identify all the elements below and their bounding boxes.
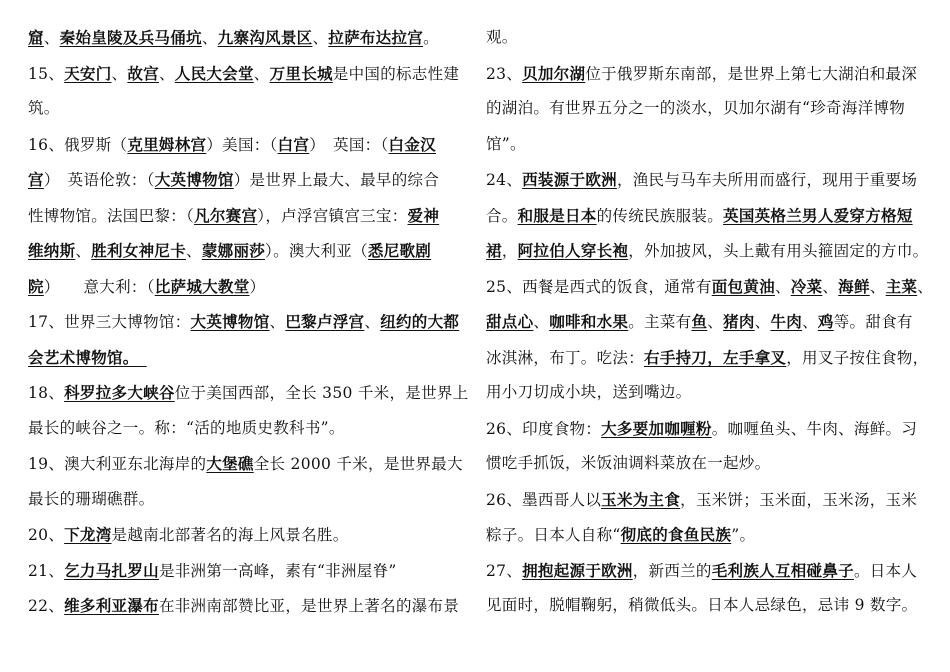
underlined-term: 院 (28, 276, 44, 296)
text-line (486, 91, 905, 126)
text-run: ，玉米饼；玉米面，玉米汤，玉米 (680, 490, 918, 509)
text-line (486, 304, 913, 339)
underlined-term: 大多要加咖喱粉 (601, 418, 712, 438)
underlined-term: 凡尔赛宫 (194, 205, 258, 225)
text-run: 、 (364, 313, 381, 331)
text-line (28, 162, 439, 197)
text-line (486, 517, 755, 552)
text-line (486, 198, 913, 233)
text-run: ），卢浮宫镇宫三宝： (257, 206, 408, 225)
underlined-term: 爱神 (407, 205, 440, 225)
text-run: 等。甜食有 (833, 313, 913, 331)
text-run: 20、 (28, 526, 65, 544)
text-run: 用小刀切成小块，送到嘴边。 (486, 383, 692, 401)
text-run: 24、 (486, 171, 523, 189)
text-run: 见面时，脱帽鞠躬，稍微低头。日本人忌绿色，忌讳 9 数字。 (486, 596, 918, 614)
text-run: 、 (802, 313, 818, 331)
text-run: ）。澳大利亚（ (265, 242, 368, 260)
text-run: 、 (111, 64, 128, 83)
underlined-term: 冷菜 (790, 276, 823, 296)
text-run: 、 (253, 64, 270, 83)
underlined-term: 比萨城大教堂 (154, 276, 250, 296)
underlined-term: 鱼 (691, 312, 708, 331)
text-run: 是非洲第一高峰，素有“非洲屋脊” (158, 561, 397, 580)
underlined-term: 咖啡和水果 (549, 312, 629, 331)
text-run: 、 (869, 277, 886, 296)
text-run: 、 (75, 242, 92, 260)
text-run: 性博物馆。法国巴黎：（ (28, 206, 195, 225)
text-run: 16、俄罗斯（ (28, 135, 128, 154)
text-line (28, 198, 439, 233)
text-line (486, 340, 928, 375)
text-run: 23、 (486, 64, 523, 83)
text-run: 位于美国西部，全长 350 千米，是世界上 (174, 384, 469, 402)
text-run: 19、澳大利亚东北海岸的 (28, 455, 207, 473)
text-run: 、 (917, 277, 934, 296)
text-run: ，新西兰的 (632, 561, 712, 580)
text-run: 22、 (28, 597, 65, 615)
text-line (28, 340, 147, 375)
text-run: 27、 (486, 561, 523, 580)
underlined-term: 宫 (28, 170, 44, 189)
text-line (486, 127, 526, 162)
text-run: 是越南北部著名的海上风景名胜。 (111, 526, 349, 544)
text-run: 、 (43, 29, 60, 47)
text-run: 是中国的标志性建 (332, 64, 460, 83)
underlined-term: 大英博物馆 (154, 170, 234, 189)
underlined-term: 故宫 (127, 63, 159, 83)
text-line (28, 91, 60, 126)
text-run: 最长的珊瑚礁群。 (28, 489, 155, 508)
underlined-term: 甜点心 (486, 312, 534, 331)
underlined-term: 克里姆林宫 (127, 134, 207, 154)
text-run: 26、墨西哥人以 (486, 490, 602, 509)
underlined-term: 鸡 (817, 312, 834, 331)
underlined-term: 裙 (486, 241, 502, 260)
text-run: ）是世界上最大、最早的综合 (233, 171, 440, 189)
underlined-term: 彻底的食鱼民族 (620, 525, 732, 544)
text-line (28, 304, 459, 339)
text-line (486, 553, 917, 588)
underlined-term: 面包黄油 (711, 276, 775, 296)
underlined-term: 秦始皇陵及兵马俑坑 (59, 28, 202, 47)
text-run: 的传统民族服装。 (596, 206, 724, 225)
underlined-term: 纽约的大都 (380, 312, 460, 331)
text-run: 位于俄罗斯东南部，是世界上第七大湖泊和最深 (585, 64, 918, 83)
text-line (28, 482, 154, 517)
text-run: 最长的峡谷之一。称：“活的地质史教科书”。 (28, 418, 345, 437)
underlined-term: 毛利族人互相碰鼻子 (711, 560, 854, 580)
text-run: 全长 2000 千米，是世界最大 (253, 455, 463, 473)
text-run: 。咖喱鱼头、牛肉、海鲜。习 (711, 419, 918, 438)
underlined-term: 下龙湾 (64, 525, 112, 544)
underlined-term: 英国英格兰男人爱穿方格短 (723, 205, 913, 225)
text-run: ） 英国：（ (309, 135, 389, 154)
underlined-term: 大英博物馆 (190, 312, 270, 331)
text-run: 、 (186, 242, 202, 260)
underlined-term: 大堡礁 (206, 454, 254, 473)
text-run: ，渔民与马车夫所用而盛行，现用于重要场 (616, 171, 918, 189)
underlined-term: 窟 (28, 28, 44, 47)
text-line (28, 446, 463, 481)
underlined-term: 天安门 (64, 63, 112, 83)
text-run: 粽子。日本人自称“ (486, 526, 621, 544)
text-line (486, 482, 917, 517)
text-line (28, 56, 459, 91)
text-run: 、 (158, 64, 175, 83)
underlined-term: 贝加尔湖 (522, 63, 586, 83)
text-run: ） (249, 277, 266, 296)
underlined-term: 阿拉伯人穿长袍 (517, 241, 629, 260)
underlined-term: 维多利亚瀑布 (64, 596, 159, 615)
text-run: 、 (774, 277, 791, 296)
text-run: 馆”。 (486, 134, 526, 153)
underlined-term: 海鲜 (838, 276, 870, 296)
text-run: 、 (269, 313, 286, 331)
text-run: 18、 (28, 384, 65, 402)
text-line (486, 20, 518, 55)
text-line (28, 588, 459, 623)
text-line (28, 517, 349, 552)
text-run: 惯吃手抓饭，米饭油调料菜放在一起炒。 (486, 454, 771, 472)
underlined-term: 拉萨布达拉宫 (328, 28, 424, 47)
text-run: 。主菜有 (628, 313, 692, 331)
underlined-term: 悉尼歌剧 (367, 241, 432, 260)
text-line (486, 162, 917, 197)
text-run: 合。 (486, 206, 518, 225)
text-line (486, 375, 691, 410)
text-line (486, 233, 928, 268)
underlined-term: 牛肉 (770, 312, 803, 331)
text-run: 15、 (28, 64, 65, 83)
text-run: 、 (822, 277, 839, 296)
text-line (28, 269, 265, 304)
text-run: 在非洲南部赞比亚，是世界上著名的瀑布景 (158, 597, 460, 615)
underlined-term: 西装源于欧洲 (522, 170, 617, 189)
text-run: 的湖泊。有世界五分之一的淡水，贝加尔湖有“珍奇海洋博物 (486, 99, 906, 117)
text-line (28, 20, 439, 55)
text-run: 26、印度食物： (486, 419, 602, 438)
text-run: 。 (423, 29, 439, 47)
underlined-term: 万里长城 (269, 63, 333, 83)
underlined-term: 拥抱起源于欧洲 (522, 560, 633, 580)
text-line (28, 411, 345, 446)
underlined-term: 人民大会堂 (174, 63, 254, 83)
underlined-term: 右手持刀，左手拿叉 (644, 347, 787, 367)
text-run: 25、西餐是西式的饭食，通常有 (486, 277, 712, 296)
text-line (486, 588, 917, 623)
underlined-term: 玉米为主食 (601, 489, 681, 509)
text-run: ”。 (731, 526, 756, 544)
text-line (28, 553, 397, 588)
text-line (486, 269, 933, 304)
text-run: 冰淇淋，布丁。吃法： (486, 348, 645, 367)
text-line (28, 127, 436, 162)
underlined-term: 科罗拉多大峡谷 (64, 383, 175, 402)
underlined-term: 主菜 (885, 276, 918, 296)
text-run: 、 (533, 313, 550, 331)
text-run: 观。 (486, 28, 518, 46)
underlined-term: 和服是日本 (517, 205, 597, 225)
text-run: 筑。 (28, 99, 60, 117)
text-run: ， (501, 242, 518, 260)
text-run: ，用叉子按住食物， (786, 348, 929, 367)
underlined-term: 九寨沟风景区 (217, 28, 313, 47)
text-line (486, 411, 917, 446)
text-line (28, 375, 468, 410)
underlined-term: 白宫 (277, 134, 310, 154)
text-run: ，外加披风，头上戴有用头箍固定的方巾。 (628, 242, 929, 260)
text-run: 、 (707, 313, 724, 331)
text-run: ）美国：（ (206, 135, 278, 154)
text-run: ） 意大利：（ (43, 277, 155, 296)
underlined-term: 巴黎卢浮宫 (285, 312, 365, 331)
underlined-term: 蒙娜丽莎 (201, 241, 266, 260)
text-run: 、 (312, 29, 329, 47)
underlined-term: 白金汉 (388, 134, 436, 154)
text-line (486, 446, 770, 481)
text-run: 、 (754, 313, 771, 331)
text-run: 、 (201, 29, 218, 47)
underlined-term: 维纳斯 (28, 241, 76, 260)
text-run: 21、 (28, 561, 65, 580)
underlined-term: 猪肉 (723, 312, 755, 331)
text-line (486, 56, 917, 91)
text-run: 。日本人 (853, 561, 918, 580)
text-line (28, 233, 431, 268)
underlined-term: 胜利女神尼卡 (91, 241, 187, 260)
text-run: ） 英语伦敦：（ (43, 171, 155, 189)
underlined-term: 乞力马扎罗山 (64, 560, 159, 580)
text-run: 17、世界三大博物馆： (28, 313, 191, 331)
underlined-term: 会艺术博物馆。 (28, 347, 147, 367)
